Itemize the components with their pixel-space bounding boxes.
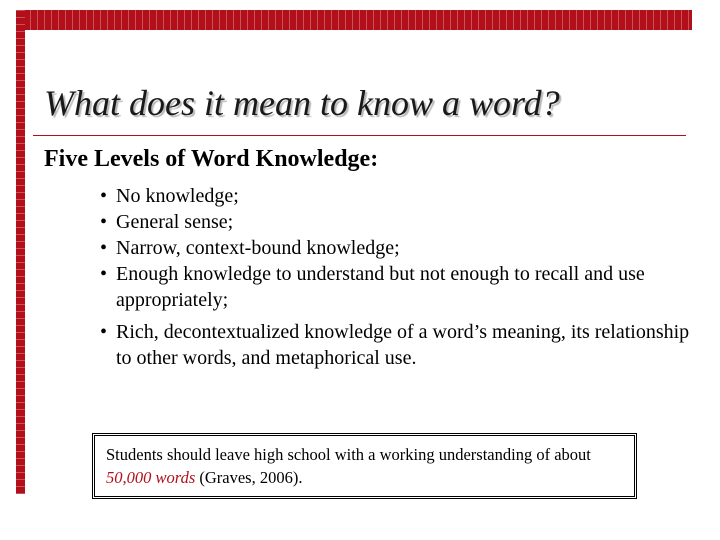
list-item-text: Narrow, context-bound knowledge; bbox=[116, 237, 400, 259]
callout-highlight: 50,000 words bbox=[106, 468, 196, 487]
top-accent-bar bbox=[16, 10, 692, 30]
bullet-icon: • bbox=[100, 263, 108, 285]
bullet-icon: • bbox=[100, 321, 108, 343]
list-item-text: Rich, decontextualized knowledge of a word’s meaning, its relationship to other words, and metaphorical use. bbox=[116, 321, 690, 369]
callout-text-after: (Graves, 2006). bbox=[195, 468, 303, 487]
bullet-icon: • bbox=[100, 237, 108, 259]
callout-box bbox=[92, 433, 637, 499]
title-divider bbox=[33, 135, 686, 136]
list-item bbox=[100, 183, 700, 209]
list-item bbox=[100, 209, 700, 235]
list-item-text: General sense; bbox=[116, 211, 234, 233]
callout-text-before: Students should leave high school with a working understanding of about bbox=[106, 445, 591, 464]
list-item-text: Enough knowledge to understand but not enough to recall and use appropriately; bbox=[116, 263, 645, 311]
callout-text bbox=[95, 436, 634, 489]
bullet-icon: • bbox=[100, 185, 108, 207]
bullet-icon: • bbox=[100, 211, 108, 233]
knowledge-levels-list bbox=[100, 183, 700, 371]
list-item bbox=[100, 235, 700, 261]
slide-title: What does it mean to know a word? bbox=[44, 83, 560, 123]
list-item bbox=[100, 261, 700, 313]
left-accent-bar bbox=[16, 10, 25, 494]
list-item-text: No knowledge; bbox=[116, 185, 239, 207]
list-item bbox=[100, 319, 700, 371]
slide-subtitle: Five Levels of Word Knowledge: bbox=[44, 146, 379, 172]
